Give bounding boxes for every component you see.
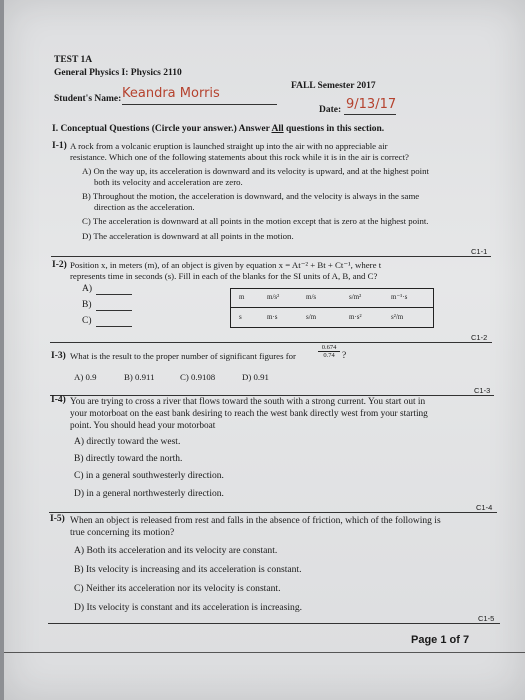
footer-divider [4,652,525,653]
q4-option-d[interactable]: D) in a general northwesterly direction. [74,489,224,499]
units-table [230,288,434,328]
q1-text-line1: A rock from a volcanic eruption is launched straight up into the air with no appreciable air [70,141,388,151]
q5-text-line1: When an object is released from rest and falls in the absence of friction, which of the following is [70,516,441,526]
q1-marker: C1-1 [471,247,488,256]
q3-text: What is the result to the proper number of significant figures for [70,351,296,361]
q1-option-a-line1[interactable]: A) On the way up, its acceleration is downward and its velocity is upward, and at the highest point [82,166,429,176]
q5-option-b[interactable]: B) Its velocity is increasing and its acceleration is constant. [74,564,302,575]
q4-option-c[interactable]: C) in a general southwesterly direction. [74,471,224,481]
date-value: 9/13/17 [346,97,397,112]
q1-option-a-line2[interactable]: both its velocity and acceleration are zero. [94,177,243,187]
q3-option-c[interactable]: C) 0.9108 [180,372,216,382]
q3-number: I-3) [51,351,66,361]
unit-cell: m·s² [349,313,362,321]
q2-text-line1: Position x, in meters (m), of an object is given by equation x = At⁻² + Bt + Ct⁻¹, where t [70,260,382,270]
q5-option-c[interactable]: C) Neither its acceleration nor its velocity is constant. [74,583,281,594]
units-table-divider [231,307,433,308]
q2-blank-a[interactable] [96,294,132,295]
semester: FALL Semester 2017 [291,81,376,91]
q2-blank-c-label: C) [82,316,92,326]
q4-text-line2: your motorboat on the east bank desiring to reach the west bank directly west from your starting [70,409,428,419]
unit-cell: s²/m [391,313,404,321]
name-underline [122,104,277,105]
fraction-denominator: 0.74 [323,352,335,359]
q5-number: I-5) [50,514,65,524]
divider [48,623,500,624]
q1-text-line2: resistance. Which one of the following statements about this rock while it is in the air is correct? [70,152,409,162]
q3-option-b[interactable]: B) 0.911 [124,372,155,382]
section-title [52,123,384,135]
date-underline [344,114,396,115]
page-number: Page 1 of 7 [411,634,470,646]
q5-text-line2: true concerning its motion? [70,528,175,538]
q5-option-a[interactable]: A) Both its acceleration and its velocity are constant. [74,545,278,556]
section-title-all: All [271,124,284,134]
q5-marker: C1-5 [478,614,495,623]
q3-question-mark: ? [342,351,347,361]
unit-cell: m·s [267,313,278,321]
date-label: Date: [319,105,342,115]
student-name-label: Student's Name: [54,94,122,104]
q1-option-c[interactable]: C) The acceleration is downward at all points in the motion except that is zero at the highest point. [82,216,429,226]
test-title: TEST 1A [54,55,93,65]
unit-cell: m/s² [267,293,280,301]
q4-text-line3: point. You should head your motorboat [70,421,216,431]
unit-cell: m⁻¹·s [391,293,408,301]
q2-blank-b-label: B) [82,300,92,310]
unit-cell: s/m² [349,293,362,301]
q3-marker: C1-3 [474,386,491,395]
q1-option-d[interactable]: D) The acceleration is downward at all points in the motion. [82,231,294,241]
q2-blank-b[interactable] [96,310,132,311]
q1-number: I-1) [52,141,67,151]
q3-fraction [317,344,341,359]
divider [51,256,491,257]
course-title: General Physics I: Physics 2110 [54,68,182,78]
q4-option-b[interactable]: B) directly toward the north. [74,454,183,464]
divider [49,512,497,513]
q1-option-b-line1[interactable]: B) Throughout the motion, the acceleration is downward, and the velocity is always in the same [82,191,420,201]
fraction-numerator: 0.674 [321,344,337,351]
divider [50,342,492,343]
q5-option-d[interactable]: D) Its velocity is constant and its acceleration is increasing. [74,602,303,613]
unit-cell: m [239,293,245,301]
q4-marker: C1-4 [476,503,493,512]
q1-option-b-line2[interactable]: direction as the acceleration. [94,202,195,212]
q2-number: I-2) [52,260,67,270]
q2-blank-c[interactable] [96,326,132,327]
exam-page [4,0,525,700]
q2-blank-a-label: A) [82,284,93,294]
unit-cell: m/s [306,293,317,301]
q2-text-line2: represents time in seconds (s). Fill in each of the blanks for the SI units of A, B, and C? [70,271,378,281]
q4-option-a[interactable]: A) directly toward the west. [74,437,181,447]
unit-cell: s [239,313,242,321]
q2-marker: C1-2 [471,333,488,342]
unit-cell: s/m [306,313,317,321]
section-title-prefix: I. Conceptual Questions (Circle your answer.) Answer [52,124,272,134]
q3-option-d[interactable]: D) 0.91 [242,372,269,382]
q4-text-line1: You are trying to cross a river that flows toward the south with a strong current. You start out in [70,397,426,407]
q4-number: I-4) [51,395,66,405]
student-name-value: Keandra Morris [122,86,220,101]
q3-option-a[interactable]: A) 0.9 [74,372,97,382]
section-title-suffix: questions in this section. [283,124,385,134]
